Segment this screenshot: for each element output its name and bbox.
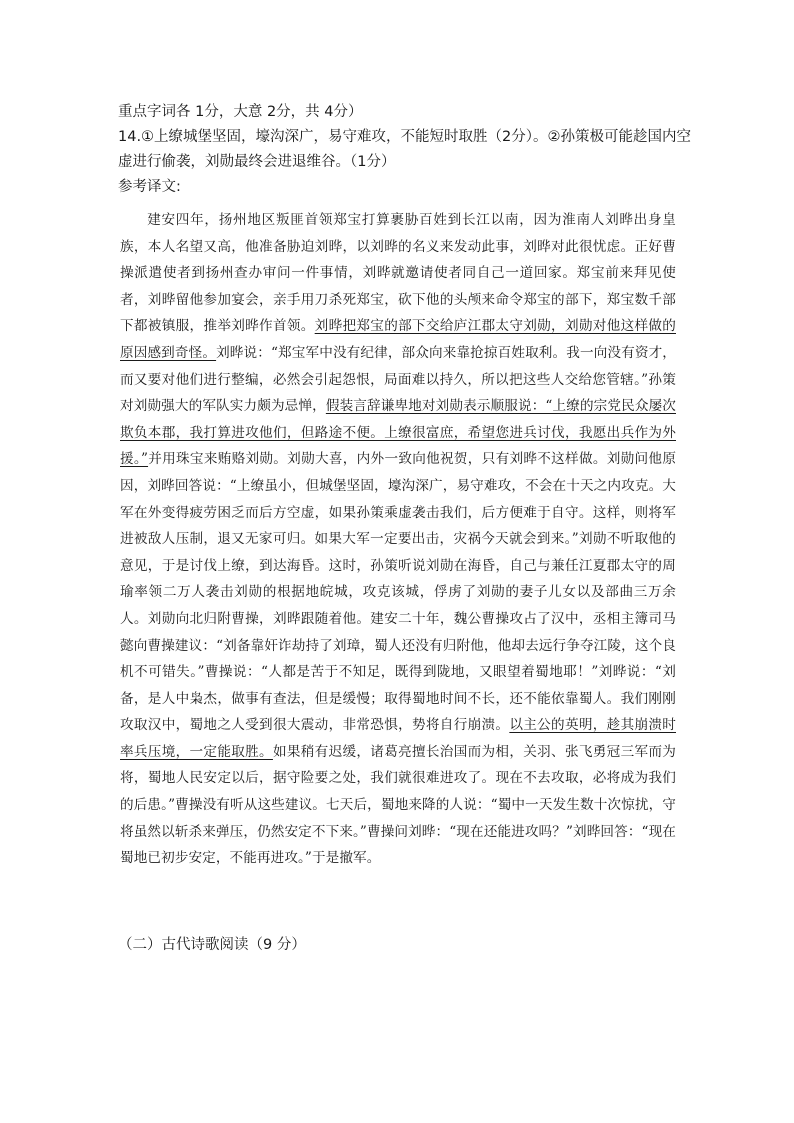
translation-text-3: 并用珠宝来贿赂刘勋。刘勋大喜，内外一致向他祝贺，只有刘晔不这样做。刘勋问他原因，刘晔回答说：“上缭虽小，但城堡坚固，壕沟深广，易守难攻，不会在十天之内攻克。大军在外变得疲劳困乏而后方空虚，如果孙策乘虚袭击我们，后方便难于自守。这样，则将军进被敌人压制，退又无家可归。如果大军一定要出击，灾祸今天就会到来。”刘勋不听取他的意见，于是讨伐上缭，到达海昏。这时，孙策听说刘勋在海昏，自己与兼任江夏郡太守的周瑜率领二万人袭击刘勋的根据地皖城，攻克该城，俘虏了刘勋的妻子儿女以及部曲三万余人。刘勋向北归附曹操，刘晔跟随着他。建安二十年，魏公曹操攻占了汉中，丞相主簿司马懿向曹操建议：“刘备靠奸诈劫持了刘璋，蜀人还没有归附他，他却去远行争夺江陵，这个良机不可错失。”曹操说：“人都是苦于不知足，既得到陇地，又眼望着蜀地耶！”刘晔说：“刘备，是人中枭杰，做事有查法，但是缓慢；取得蜀地时间不长，还不能依靠蜀人。我们刚刚攻取汉中，蜀地之人受到很大震动，非常恐惧，势将自行崩溃。: [120, 451, 677, 734]
translation-paragraph: [120, 207, 676, 872]
underlined-sentence-3: 以主公的英明，趁其崩溃时率兵压境，一定能取胜。: [120, 717, 676, 760]
translation-text-4: 如果稍有迟缓，诸葛亮擅长治国而为相，关羽、张飞勇冠三军而为将，蜀地人民安定以后，据守险要之处，我们就很难进攻了。现在不去攻取，必将成为我们的后患。”曹操没有听从这些建议。七天后，蜀地来降的人说：“蜀中一天发生数十次惊扰，守将虽然以斩杀来弹压，仍然安定不下来。”曹操问刘晔：“现在还能进攻吗？”刘晔回答：“现在蜀地已初步安定，不能再进攻。”于是撤军。: [120, 743, 676, 867]
translation-text-1: 建安四年，扬州地区叛匪首领郑宝打算裹胁百姓到长江以南，因为淮南人刘晔出身皇族，本人名望又高，他准备胁迫刘晔，以刘晔的名义来发动此事，刘晔对此很忧虑。正好曹操派遣使者到扬州查办审问一件事情，刘晔就邀请使者同自己一道回家。郑宝前来拜见使者，刘晔留他参加宴会，亲手用刀杀死郑宝，砍下他的头颅来命令郑宝的部下，郑宝数千部下都被镇服，推举刘晔作首领。: [120, 212, 676, 335]
score-note: 重点字词各 1分，大意 2分，共 4分）: [118, 104, 363, 120]
underlined-sentence-1: 刘晔把郑宝的部下交给庐江郡太守刘勋，刘勋对他这样做的原因感到奇怪。: [120, 318, 676, 361]
answer-14-line2: 虚进行偷袭，刘勋最终会进退维谷。（1分）: [118, 154, 396, 170]
answer-14-line1: 14.①上缭城堡坚固，壕沟深广，易守难攻，不能短时取胜（2分）。②孙策极可能趁国内空: [118, 129, 692, 145]
reference-translation-body: [120, 207, 676, 872]
reference-translation-title: 参考译文:: [118, 179, 181, 195]
translation-text-2: 刘晔说：“郑宝军中没有纪律，部众向来靠抢掠百姓取利。我一向没有资才，而又要对他们进行整编，必然会引起怨恨，局面难以持久，所以把这些人交给您管辖。”孙策对刘勋强大的军队实力颇为忌惮，: [120, 344, 676, 415]
section-heading: （二）古代诗歌阅读（9 分）: [118, 937, 306, 953]
underlined-sentence-2: 假装言辞谦卑地对刘勋表示顺服说：“上缭的宗党民众屡次欺负本郡，我打算进攻他们，但路途不便。上缭很富庶，希望您进兵讨伐，我愿出兵作为外援。”: [120, 398, 676, 468]
